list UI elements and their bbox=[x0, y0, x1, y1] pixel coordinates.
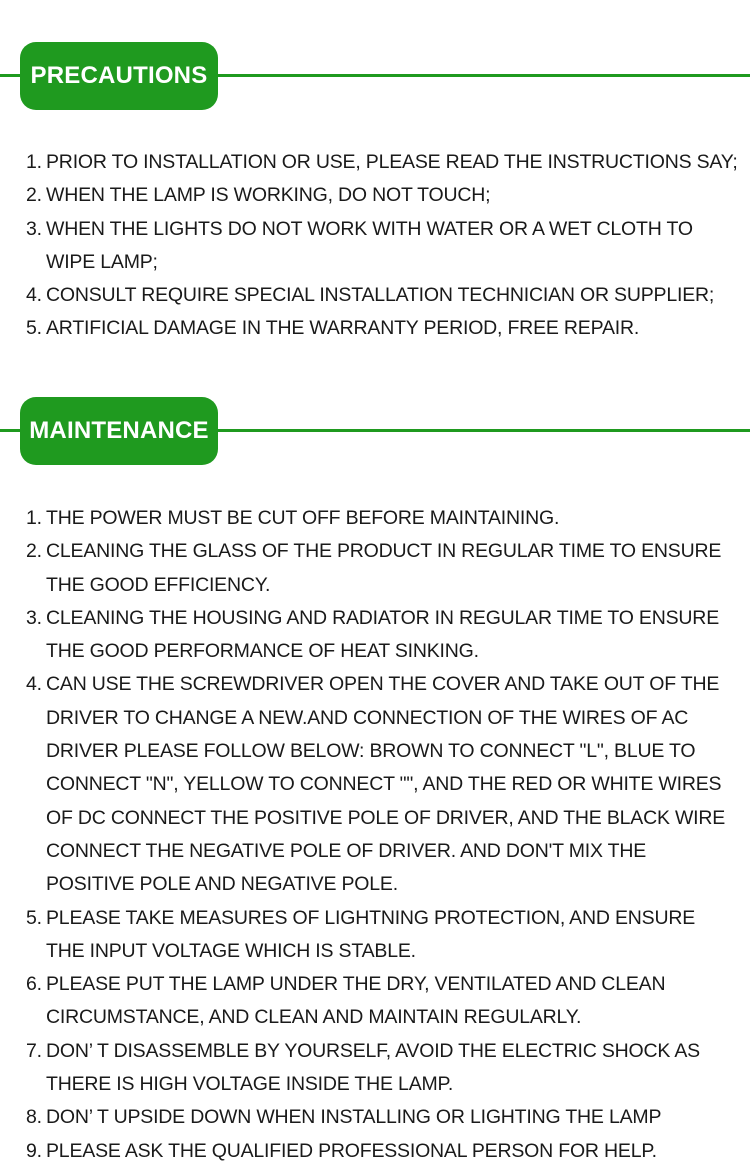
item-number: 3. bbox=[26, 217, 42, 240]
list-item bbox=[26, 146, 738, 179]
item-text: PLEASE ASK THE QUALIFIED PROFESSIONAL PERSON FOR HELP. bbox=[46, 1139, 657, 1162]
item-number: 3. bbox=[26, 606, 42, 629]
item-number: 1. bbox=[26, 151, 42, 173]
item-number: 8. bbox=[26, 1106, 42, 1129]
item-text: CONSULT REQUIRE SPECIAL INSTALLATION TECHNICIAN OR SUPPLIER; bbox=[46, 284, 715, 307]
item-number: 2. bbox=[26, 184, 42, 207]
maintenance-header bbox=[0, 397, 750, 467]
item-number: 5. bbox=[26, 317, 42, 340]
list-item bbox=[26, 312, 738, 345]
item-number: 7. bbox=[26, 1039, 42, 1062]
item-number: 4. bbox=[26, 284, 42, 307]
item-text: DON’ T DISASSEMBLE BY YOURSELF, AVOID THE ELECTRIC SHOCK AS THERE IS HIGH VOLTAGE INSIDE THE LAMP. bbox=[46, 1039, 700, 1096]
list-item bbox=[26, 502, 738, 535]
maintenance-list bbox=[26, 502, 738, 1168]
list-item bbox=[26, 1135, 738, 1168]
item-text: PRIOR TO INSTALLATION OR USE, PLEASE READ THE INSTRUCTIONS SAY; bbox=[46, 151, 738, 173]
item-text: DON’ T UPSIDE DOWN WHEN INSTALLING OR LIGHTING THE LAMP bbox=[46, 1106, 662, 1129]
item-text: WHEN THE LAMP IS WORKING, DO NOT TOUCH; bbox=[46, 184, 491, 207]
item-text: PLEASE PUT THE LAMP UNDER THE DRY, VENTILATED AND CLEAN CIRCUMSTANCE, AND CLEAN AND MAINTAIN REGULARLY. bbox=[46, 973, 666, 1029]
item-text: CAN USE THE SCREWDRIVER OPEN THE COVER AND TAKE OUT OF THE DRIVER TO CHANGE A NEW.AND CONNECTION OF THE WIRES OF AC DRIVER PLEASE FOLLOW BELOW: BROWN TO CONNECT "L", BLUE TO CONNECT "N", YELLOW TO CONNECT "", AND THE RED OR WHITE WIRES OF DC CONNECT THE POSITIVE POLE OF DRIVER, AND THE BLACK WIRE CONNECT THE NEGATIVE POLE OF DRIVER. AND DON'T MIX THE POSITIVE POLE AND NEGATIVE POLE. bbox=[46, 673, 726, 896]
item-number: 1. bbox=[26, 507, 42, 529]
item-number: 5. bbox=[26, 906, 42, 929]
maintenance-title: MAINTENANCE bbox=[20, 397, 218, 465]
precautions-title: PRECAUTIONS bbox=[20, 42, 218, 110]
list-item bbox=[26, 535, 738, 602]
list-item bbox=[26, 968, 738, 1035]
item-text: CLEANING THE GLASS OF THE PRODUCT IN REGULAR TIME TO ENSURE THE GOOD EFFICIENCY. bbox=[46, 540, 722, 596]
item-text: PLEASE TAKE MEASURES OF LIGHTNING PROTECTION, AND ENSURE THE INPUT VOLTAGE WHICH IS STABLE. bbox=[46, 906, 696, 962]
list-item bbox=[26, 1101, 738, 1134]
item-number: 6. bbox=[26, 973, 42, 996]
item-text: WHEN THE LIGHTS DO NOT WORK WITH WATER OR A WET CLOTH TO WIPE LAMP; bbox=[46, 217, 693, 273]
item-number: 2. bbox=[26, 540, 42, 563]
item-number: 9. bbox=[26, 1139, 42, 1162]
list-item bbox=[26, 602, 738, 669]
list-item bbox=[26, 279, 738, 312]
precautions-list bbox=[26, 146, 738, 346]
list-item bbox=[26, 179, 738, 212]
precautions-header bbox=[0, 42, 750, 112]
list-item bbox=[26, 668, 738, 901]
list-item bbox=[26, 902, 738, 969]
item-number: 4. bbox=[26, 673, 42, 696]
item-text: THE POWER MUST BE CUT OFF BEFORE MAINTAINING. bbox=[46, 507, 560, 529]
item-text: CLEANING THE HOUSING AND RADIATOR IN REGULAR TIME TO ENSURE THE GOOD PERFORMANCE OF HEAT SINKING. bbox=[46, 606, 719, 663]
list-item bbox=[26, 1035, 738, 1102]
item-text: ARTIFICIAL DAMAGE IN THE WARRANTY PERIOD, FREE REPAIR. bbox=[46, 317, 640, 340]
list-item bbox=[26, 213, 738, 280]
